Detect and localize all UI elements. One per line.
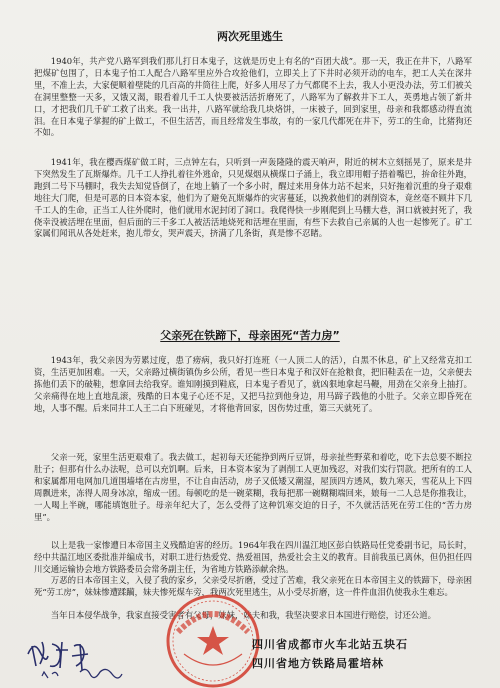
- section-subtitle: 父亲死在铁蹄下，母亲困死“苦力房”: [160, 329, 340, 342]
- paragraph-7: 当年日本侵华战争，我家直接受害者有父母，妹妹，妹夫和我，我坚决要求日本国进行赔偿，讨还公道。: [50, 610, 437, 620]
- paragraph-6: 万恶的日本帝国主义，入侵了我的家乡，父亲受尽折磨，受过了苦难，我父亲死在日本帝国主义的铁蹄下，母亲困死“劳工房”，妹妹惨遭蹂躏，妹夫惨死煤车旁，我两次死里逃生，从小受尽折磨，这一件件血泪仇使我永生难忘。: [34, 575, 472, 597]
- paragraph-3: 1943年，我父亲因为劳累过度，患了痨病，我只好打连班（一人顶二人的活），白黑不休息，矿上又经常克扣工资，生活更加困难。一天，父亲路过横街镇伪乡公所，看见一些日本鬼子和汉奸在抢粮食，把旧鞋丢在一边，父亲便去拣他们丢下的破鞋，想拿回去给我穿。谁知刚摸到鞋底，日本鬼子看见了，就凶狠地拿起马鞭，用劲在父亲身上抽打。父亲痛得在地上直地乱滚，残酷的日本鬼子心还不足，又把马拉到他身边，用马蹄子践他的小肚子。父亲立即昏死在地，人事不醒。后来同井工人王二白下班碰见，才将他背回家，因伤势过重，第三天就死了。: [34, 355, 472, 413]
- handwritten-signature-icon: [22, 632, 132, 684]
- paragraph-4: 父亲一死，家里生活更艰难了。我去做工，起初每天还能挣到两斤豆饼，母亲扯些野菜和着吃，吃下去总要不断拉肚子；但那有什么办法呢，总可以充饥啊。后来，日本资本家为了剥削工人更加残忍，对我们实行罚款。把所有的工人和家属都用电网加几道围墙堵在古房里，不让自由活动，房子又低矮又潮湿，屋顶四方透风，数九寒天，雪花从上下四周飘进来，冻得人周身冰凉，缩成一团。每顿吃的是一碗菜糊，我每把那一碗糊糊端回来，娘每一二人总是你推我让，一人喝上半碗，哪能填饱肚子。母亲年纪大了，怎么受得了这种饥寒交迫的日子，不久就活活死在劳工住的“苦力房里”。: [34, 452, 472, 522]
- paragraph-1: 1940年，共产党八路军到我们那儿打日本鬼子，这就是历史上有名的“百团大战”。那一天，我正在井下，八路军把煤矿包围了，日本鬼子怕工人配合八路军里应外合攻抢他们，立即关上了下井时必须开动的电车，把工人关在深井里，不准上去，大家便顺着壁陡的几百高的井筒往上爬，好多人用尽了力气都爬不上去，我人小更没办法，劳工们被关在洞里整整一天多，又饿又渴，眼看着几千工人快要被活活折磨死了，八路军为了解救井下工人，英勇地占领了新井口，才把我们几千矿工救了出来。我一出井，八路军就给我几块烙饼，一床被子，回到家里，母亲和我都感动得直流泪。在日本鬼子掌握的矿上做工，不但生活苦，而且经常发生事故，有的一家几代都死在井下，劳工的生命，比猪狗还不如。: [34, 56, 472, 138]
- address-line-2: 四川省地方铁路局霍培林: [252, 657, 384, 670]
- document-title: 两次死里逃生: [217, 30, 283, 43]
- address-line-1: 四川省成都市火车北站五块石: [252, 638, 408, 651]
- paragraph-2: 1941年，我在樱西煤矿做工时，三点钟左右，只听到一声轰隆隆的震天响声，附近的树木立刻摇晃了，原来是井下突然发生了瓦斯爆炸。几千工人挣扎着往外逃命，只见煤烟从横煤口子涌上，我立即用帽子捂着嘴巴，拚命往外跑，跑到二号下马棚时，我失去知觉昏倒了，在地上躺了一个多小时，醒过来用身体力站不起来，只好拖着沉重的身子艰难地往大门爬，但是可恶的日本资本家，他们为了避免瓦斯爆炸的灾害蔓延，以挽救他们的剥削资本，竟丝毫不顾井下几千工人的生命，正当工人往外爬时，他们就用水泥封闭了洞口。我爬得快一步刚爬到上马棚大巷，洞口就被封死了，我侥幸没被活埋在里面，但后面的三千多工人被活活地烧死和活埋在里面，有些下去救自己亲属的人也一起惨死了。矿工家属们闻讯从各处赶来，抱儿带女，哭声震天，挤满了几条街，真是惨不忍睹。: [34, 157, 472, 239]
- red-seal-stamp-icon: [164, 592, 262, 688]
- paragraph-5: 以上是我一家惨遭日本帝国主义残酷迫害的经历。1964年我在四川温江地区彭白铁路局任党委副书记，局长时，经中共温江地区委批准并编成书，对职工进行热爱党、热爱祖国，热爱社会主义的教育。目前我虽已离休，但仍担任四川交通运输协会地方铁路委员会常务副主任，为省地方铁路添献余热。: [34, 540, 472, 574]
